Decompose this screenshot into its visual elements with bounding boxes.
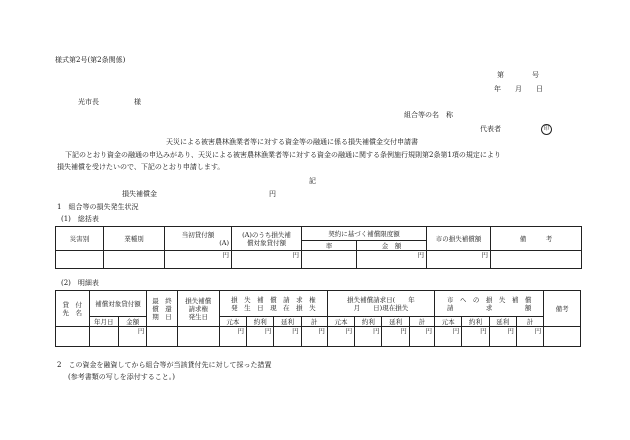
summary-header-initial-text: 当初貸付額 [181, 230, 215, 239]
application-date: 年 月 日 [494, 85, 543, 93]
detail-header-principal-1: 元本 [219, 317, 246, 327]
section-2-note: (参考書類の写しを添付すること。) [68, 373, 175, 381]
detail-cell-yen: 円 [274, 327, 301, 347]
detail-header-late-1: 延利 [274, 317, 301, 327]
summary-header-limit: 契約に基づく補償限度額 [302, 227, 427, 241]
summary-header-city: 市の損失補償額 [427, 227, 491, 251]
detail-header-final-1: 最 終 [152, 296, 172, 305]
summary-header-remarks: 備 考 [491, 227, 582, 251]
detail-header-borrower-1: 貸 付 [62, 300, 83, 309]
detail-header-claim-cur-2: 月 日)現在損失 [353, 303, 409, 312]
detail-cell-yen: 円 [435, 327, 462, 347]
body-line-2: 損失補償を受けたいので、下記のとおり申請します。 [57, 163, 225, 171]
detail-cell-yen: 円 [247, 327, 274, 347]
summary-header-industry: 業種別 [104, 227, 165, 251]
detail-cell-yen: 円 [327, 327, 354, 347]
summary-header-rate: 率 [302, 241, 357, 251]
summary-table-heading: (1) 総括表 [61, 215, 99, 223]
document-title: 天災による被害農林漁業者等に対する資金等の融通に係る損失補償金交付申請書 [166, 138, 418, 146]
body-line-1: 下記のとおり資金の融通の申込みがあり、天災による被害農林漁業者等に対する資金の融通に関する条例施行規則第2条第1項の規定により [65, 151, 501, 159]
detail-cell-final [147, 327, 177, 347]
detail-header-late-3: 延利 [489, 317, 516, 327]
detail-header-occur-1: 損失補償 [185, 296, 212, 305]
detail-cell-yen: 円 [301, 327, 327, 347]
detail-cell-borrower [56, 327, 90, 347]
detail-header-late-2: 延利 [382, 317, 409, 327]
detail-cell-remarks [544, 327, 581, 347]
detail-header-claim-current [327, 291, 434, 317]
summary-cell-disaster [56, 251, 104, 269]
summary-cell-industry [104, 251, 165, 269]
addressee: 光市長 様 [78, 98, 141, 106]
seal-mark: 印 [541, 124, 552, 135]
summary-cell-remarks [491, 251, 582, 269]
detail-header-claim-occurrence [219, 291, 327, 317]
org-name-label: 組合等の名 称 [404, 111, 453, 119]
detail-header-total-3: 計 [516, 317, 543, 327]
detail-header-principal-3: 元本 [435, 317, 462, 327]
form-number: 様式第2号(第2条関係) [55, 56, 126, 64]
detail-header-borrower [56, 291, 90, 327]
detail-header-ymd: 年月日 [89, 317, 118, 327]
summary-header-target-1: (A)のうち損失補 [242, 230, 291, 239]
summary-table [55, 226, 582, 269]
summary-cell-target: 円 [232, 251, 302, 269]
detail-cell-occur [177, 327, 219, 347]
detail-header-total-1: 計 [301, 317, 327, 327]
detail-header-principal-2: 元本 [327, 317, 354, 327]
detail-header-interest-3: 約利 [462, 317, 489, 327]
detail-cell-yen: 円 [516, 327, 543, 347]
summary-cell-amount: 円 [357, 251, 427, 269]
section-1-heading: 1 組合等の損失発生状況 [57, 203, 139, 211]
detail-cell-yen: 円 [489, 327, 516, 347]
detail-cell-yen: 円 [462, 327, 489, 347]
summary-header-target [232, 227, 302, 251]
detail-header-occur-2: 請求権 [188, 304, 208, 313]
detail-header-claim-occ-1: 損 失 補 償 請 求 権 [231, 295, 316, 304]
detail-header-borrower-2: 先 名 [62, 308, 83, 317]
detail-cell-amt: 円 [118, 327, 146, 347]
section-2-heading: 2 この資金を融資してから組合等が当該貸付先に対して採った措置 [57, 361, 272, 369]
detail-header-final-2: 償 還 [152, 304, 172, 313]
summary-cell-rate [302, 251, 357, 269]
detail-header-city-1: 市 へ の 損 失 補 償 [446, 295, 532, 304]
compensation-label: 損失補償金 [122, 190, 157, 198]
detail-cell-ymd [89, 327, 118, 347]
detail-cell-yen: 円 [219, 327, 246, 347]
summary-header-disaster: 災害別 [56, 227, 104, 251]
summary-header-initial [165, 227, 232, 251]
summary-cell-initial: 円 [165, 251, 232, 269]
detail-header-city-2: 請 求 額 [446, 303, 532, 312]
summary-header-amount: 金 額 [357, 241, 427, 251]
summary-header-initial-a: (A) [219, 238, 229, 247]
detail-header-claim-cur-1: 損失補償請求日( 年 [347, 295, 415, 304]
detail-header-occur [177, 291, 219, 327]
detail-header-occur-3: 発生日 [188, 312, 208, 321]
compensation-unit: 円 [269, 190, 276, 198]
detail-header-total-2: 計 [409, 317, 434, 327]
detail-header-city-claim [435, 291, 544, 317]
document-number: 第 号 [497, 71, 539, 79]
detail-header-amt: 金額 [118, 317, 146, 327]
detail-cell-yen: 円 [382, 327, 409, 347]
detail-header-interest-2: 約利 [355, 317, 382, 327]
detail-header-interest-1: 約利 [247, 317, 274, 327]
detail-header-final-3: 期 日 [152, 312, 172, 321]
summary-cell-city: 円 [427, 251, 491, 269]
detail-header-final [147, 291, 177, 327]
ki-heading: 記 [309, 177, 316, 185]
detail-table-heading: (2) 明細表 [61, 279, 99, 287]
detail-table [55, 290, 581, 347]
detail-header-target: 補償対象貸付額 [89, 291, 147, 317]
detail-header-claim-occ-2: 発 生 日 現 在 損 失 [231, 303, 316, 312]
detail-cell-yen: 円 [409, 327, 434, 347]
detail-header-remarks: 備考 [544, 291, 581, 327]
representative-label: 代表者 [480, 125, 501, 133]
detail-cell-yen: 円 [355, 327, 382, 347]
summary-header-target-2: 償対象貸付額 [247, 238, 286, 247]
